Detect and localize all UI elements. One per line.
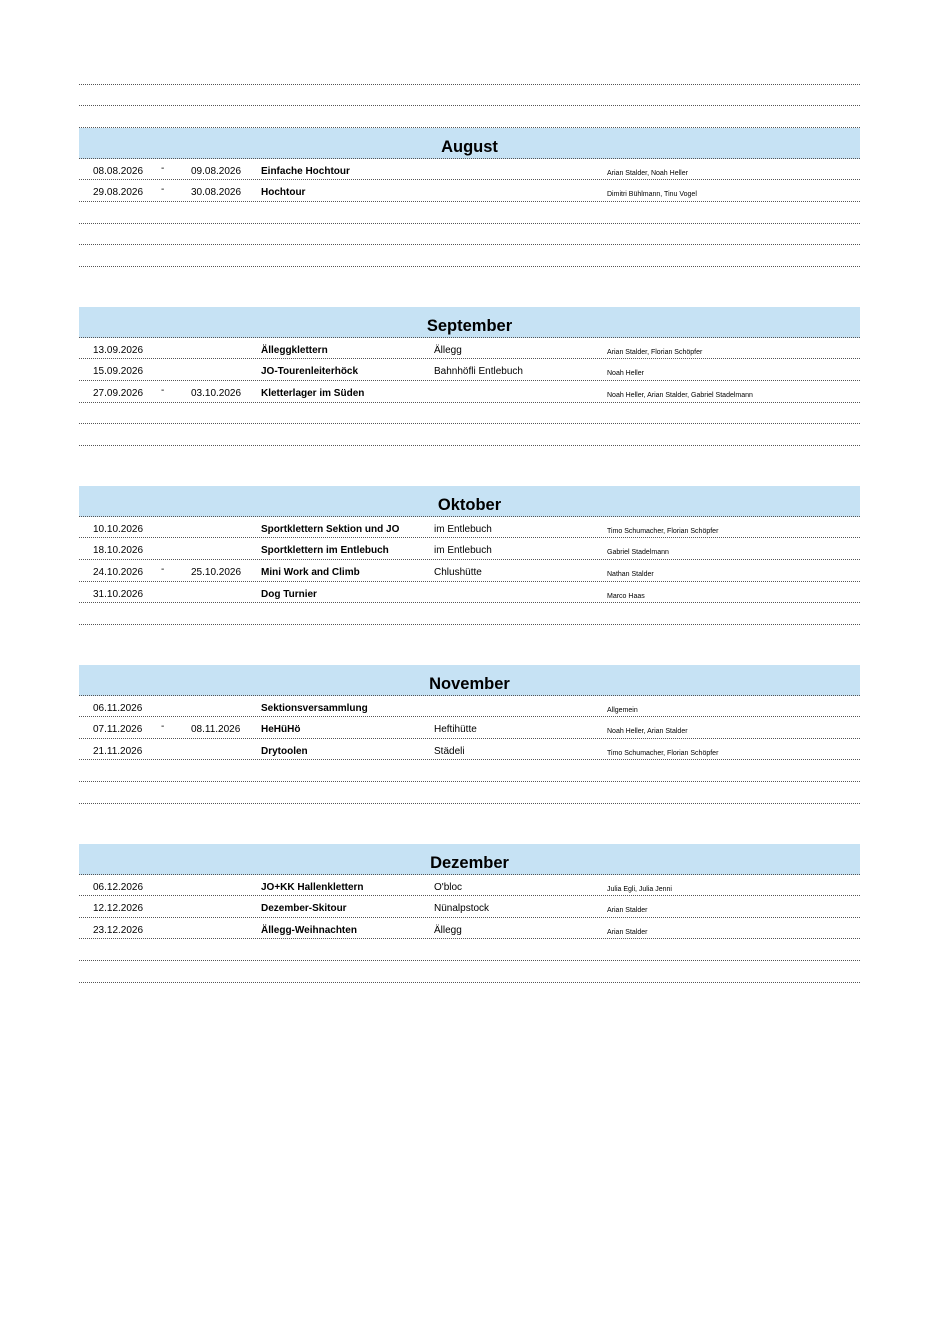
event-start-date: 06.11.2026 [93,702,143,714]
blank-row [79,961,860,983]
event-place: im Entlebuch [434,545,492,557]
event-row [79,517,860,539]
blank-row [79,424,860,446]
event-place: Nünalpstock [434,903,490,915]
event-row [79,896,860,918]
event-title: Älleggklettern [261,344,328,356]
event-date-dash: - [161,384,165,396]
event-start-date: 21.11.2026 [93,745,143,757]
event-start-date: 12.12.2026 [93,903,144,915]
event-row [79,739,860,761]
event-row [79,918,860,940]
event-row [79,696,860,718]
event-title: JO-Tourenleiterhöck [261,366,359,378]
event-leaders: Arian Stalder, Florian Schöpfer [607,348,703,356]
months-container [79,128,860,983]
event-start-date: 24.10.2026 [93,566,144,578]
event-leaders: Arian Stalder [607,928,648,936]
event-title: JO+KK Hallenklettern [261,881,364,893]
event-place: Chlushütte [434,566,482,578]
month-header: Oktober [79,486,860,517]
event-start-date: 29.08.2026 [93,187,144,199]
blank-row [79,603,860,625]
event-leaders: Marco Haas [607,592,645,600]
event-row [79,381,860,403]
event-place: im Entlebuch [434,523,492,535]
event-end-date: 03.10.2026 [191,387,242,399]
blank-row [79,106,860,128]
event-leaders: Arian Stalder, Noah Heller [607,169,688,177]
month-section-august [79,128,860,267]
event-leaders: Noah Heller [607,370,644,378]
top-blank-rows [79,63,860,128]
event-row [79,560,860,582]
blank-row [79,782,860,804]
event-leaders: Timo Schumacher, Florian Schöpfer [607,749,719,757]
event-leaders: Noah Heller, Arian Stalder, Gabriel Stadelmann [607,391,753,399]
event-start-date: 15.09.2026 [93,366,144,378]
event-row [79,359,860,381]
event-place: Heftihütte [434,724,477,736]
event-title: Hochtour [261,187,306,199]
event-leaders: Allgemein [607,706,638,714]
event-start-date: 10.10.2026 [93,523,144,535]
event-place: Ällegg [434,344,462,356]
event-row [79,717,860,739]
blank-row [79,85,860,107]
event-title: Drytoolen [261,745,308,757]
event-start-date: 27.09.2026 [93,387,144,399]
month-header: November [79,665,860,696]
month-section-september [79,307,860,446]
event-leaders: Gabriel Stadelmann [607,549,669,557]
month-section-oktober [79,486,860,625]
event-date-dash: - [161,184,165,196]
event-place: Städeli [434,745,465,757]
event-row [79,538,860,560]
blank-row [79,224,860,246]
event-start-date: 13.09.2026 [93,344,144,356]
month-header: September [79,307,860,338]
calendar-page [79,63,860,983]
event-leaders: Arian Stalder [607,907,648,915]
event-title: Dezember-Skitour [261,903,347,915]
blank-row [79,245,860,267]
event-date-dash: - [161,162,165,174]
event-title: Sportklettern Sektion und JO [261,523,400,535]
event-row [79,338,860,360]
month-section-november [79,665,860,804]
blank-row [79,63,860,85]
event-date-dash: - [161,721,165,733]
month-section-dezember [79,844,860,983]
blank-row [79,939,860,961]
blank-row [79,403,860,425]
blank-row [79,760,860,782]
month-header: Dezember [79,844,860,875]
event-start-date: 07.11.2026 [93,724,143,736]
event-title: Ällegg-Weihnachten [261,924,357,936]
event-row [79,180,860,202]
event-title: Mini Work and Climb [261,566,360,578]
event-title: Dog Turnier [261,588,317,600]
event-start-date: 18.10.2026 [93,545,144,557]
event-place: O'bloc [434,881,463,893]
event-title: Sektionsversammlung [261,702,368,714]
event-row [79,582,860,604]
event-leaders: Nathan Stalder [607,570,654,578]
event-start-date: 06.12.2026 [93,881,144,893]
event-title: HeHüHö [261,724,301,736]
event-start-date: 08.08.2026 [93,165,144,177]
event-end-date: 09.08.2026 [191,165,242,177]
event-end-date: 25.10.2026 [191,566,242,578]
event-place: Bahnhöfli Entlebuch [434,366,523,378]
event-end-date: 30.08.2026 [191,187,242,199]
event-start-date: 23.12.2026 [93,924,144,936]
event-start-date: 31.10.2026 [93,588,144,600]
event-row [79,159,860,181]
event-leaders: Dimitri Bühlmann, Tinu Vogel [607,191,697,199]
blank-row [79,202,860,224]
month-header: August [79,128,860,159]
event-date-dash: - [161,563,165,575]
event-leaders: Noah Heller, Arian Stalder [607,728,688,736]
event-title: Kletterlager im Süden [261,387,365,399]
event-title: Sportklettern im Entlebuch [261,545,389,557]
event-leaders: Julia Egli, Julia Jenni [607,885,672,893]
event-title: Einfache Hochtour [261,165,350,177]
event-end-date: 08.11.2026 [191,724,241,736]
event-place: Ällegg [434,924,462,936]
event-leaders: Timo Schumacher, Florian Schöpfer [607,527,719,535]
event-row [79,875,860,897]
